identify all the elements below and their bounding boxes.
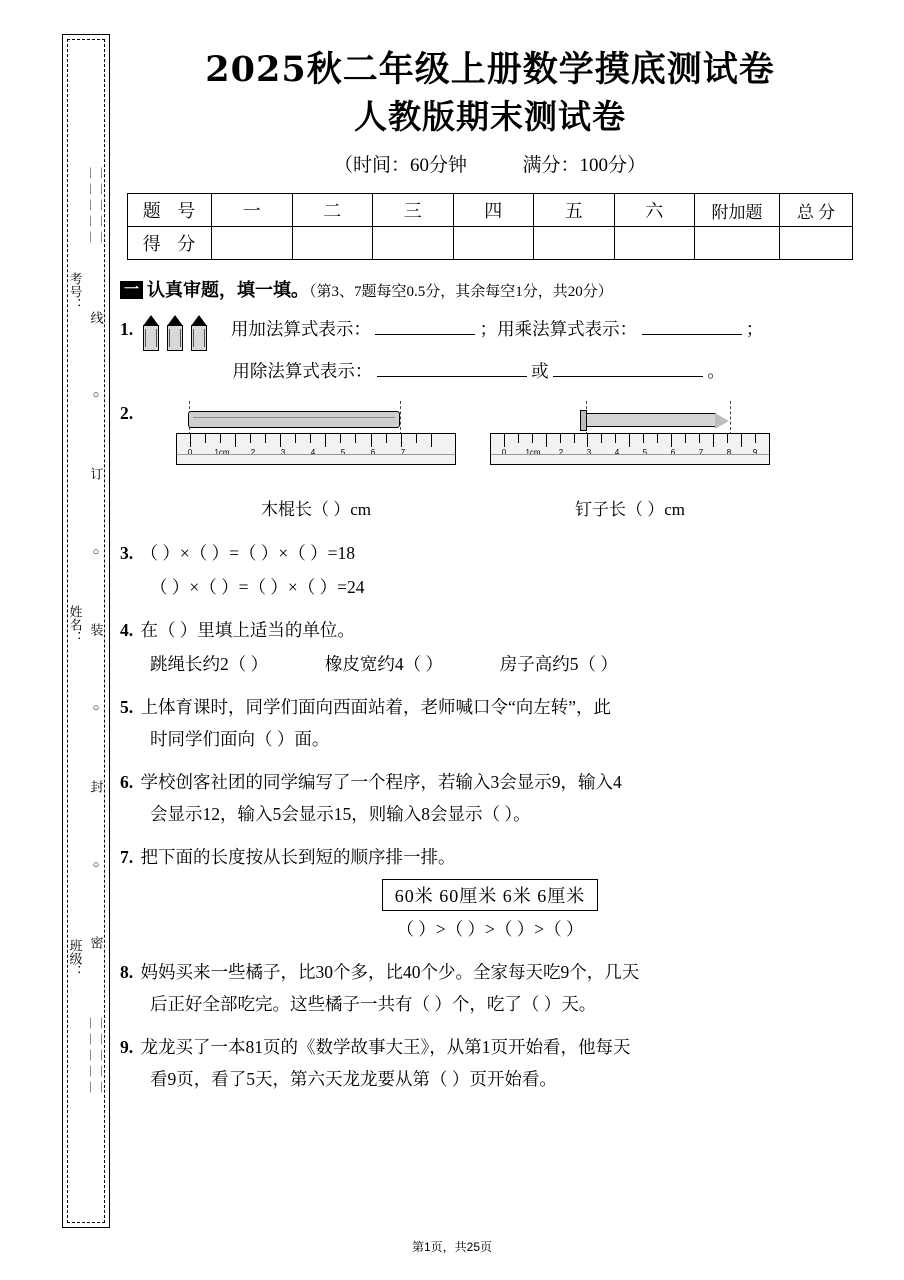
question-5-number: 5. (120, 697, 134, 717)
seal-char-1: 订 (88, 467, 104, 481)
field-exam-no: 考号： (67, 272, 83, 312)
nail-icon (586, 413, 716, 427)
question-9-line1: 龙龙买了一本81页的《数学故事大王》，从第1页开始看，他每天 (140, 1037, 631, 1057)
seal-char-4: 密 (88, 936, 104, 950)
question-9-line2[interactable]: 看9页，看了5天，第六天龙龙要从第（ ）页开始看。 (150, 1069, 557, 1089)
question-6-line1: 学校创客社团的同学编写了一个程序，若输入3会显示9，输入4 (140, 772, 622, 792)
score-value-5[interactable] (614, 227, 695, 260)
seal-circle-2: ○ (92, 545, 100, 558)
ruler-right-label-8: 8 (726, 448, 732, 457)
score-col-0: 一 (212, 194, 293, 227)
exam-content (120, 40, 860, 1095)
question-8-number: 8. (120, 962, 134, 982)
ruler-left-label-5: 5 (340, 448, 346, 457)
score-col-7: 总 分 (780, 194, 853, 227)
question-8-line1: 妈妈买来一些橘子，比30个多，比40个少。全家每天吃9个，几天 (140, 962, 640, 982)
question-1-blank-3[interactable] (377, 376, 527, 377)
seal-char-3: 封 (88, 779, 104, 793)
section-heading (120, 276, 860, 302)
score-table (127, 193, 853, 260)
question-3-line1[interactable]: （ ）×（ ）=（ ）×（ ）=18 (140, 543, 355, 563)
question-4-item-b[interactable]: 橡皮宽约4（ ） (324, 654, 443, 674)
question-7-answer-line[interactable]: （ ）>（ ）>（ ）>（ ） (396, 919, 584, 939)
ruler-right-label-2: 2 (558, 448, 564, 457)
section-title: 认真审题，填一填。 (147, 280, 310, 300)
seal-circle-3: ○ (92, 702, 100, 715)
score-value-4[interactable] (534, 227, 615, 260)
score-value-3[interactable] (453, 227, 534, 260)
question-2-figures (120, 433, 860, 533)
section-marker: 一 (120, 281, 143, 299)
score-value-0[interactable] (212, 227, 293, 260)
question-1-number: 1. (120, 319, 134, 339)
question-8 (120, 956, 860, 988)
question-2-caption-left: 木棍长（ ）cm (260, 500, 372, 519)
score-value-6[interactable] (695, 227, 780, 260)
ruler-left-label-1: 1cm (214, 448, 230, 457)
question-4-item-c[interactable]: 房子高约5（ ） (499, 654, 618, 674)
student-fields (65, 125, 85, 1125)
seal-dash-bottom: ｜｜｜｜｜｜｜｜｜｜ (85, 1017, 107, 1094)
page-title-line2: 人教版期末测试卷 (354, 97, 626, 136)
score-row-label-2: 得 分 (128, 227, 212, 260)
score-row-label-1: 题 号 (128, 194, 212, 227)
score-col-3: 四 (453, 194, 534, 227)
question-4-line2-row (120, 648, 860, 680)
question-3-line2[interactable]: （ ）×（ ）=（ ）×（ ）=24 (150, 577, 365, 597)
ruler-right-label-3: 3 (586, 448, 592, 457)
question-2-caption-right: 钉子长（ ）cm (574, 500, 686, 519)
question-7-box-row (120, 879, 860, 911)
question-2-number: 2. (120, 403, 134, 423)
stick-ruler-figure (176, 433, 456, 519)
exam-full-score: 满分：100分） (522, 155, 647, 176)
seal-dash-top: ｜｜｜｜｜｜｜｜｜｜ (85, 168, 107, 244)
question-7-length-box: 60米 60厘米 6米 6厘米 (382, 879, 599, 911)
question-4-number: 4. (120, 620, 134, 640)
question-8-line2-row (120, 988, 860, 1020)
question-1-line2-a: 用除法算式表示： (232, 361, 373, 381)
question-7-line1: 把下面的长度按从长到短的顺序排一排。 (140, 847, 456, 867)
score-col-1: 二 (292, 194, 373, 227)
ruler-right-label-1: 1cm (525, 448, 541, 457)
question-1-blank-1[interactable] (375, 334, 475, 335)
question-1-line2 (120, 355, 860, 387)
score-value-2[interactable] (373, 227, 454, 260)
ruler-right-label-5: 5 (642, 448, 648, 457)
ruler-left-label-4: 4 (310, 448, 316, 457)
question-1-blank-4[interactable] (553, 376, 703, 377)
question-6-line2-row (120, 798, 860, 830)
question-5 (120, 691, 860, 723)
seal-char-0: 线 (88, 310, 104, 324)
question-9-number: 9. (120, 1037, 134, 1057)
question-7-number: 7. (120, 847, 134, 867)
field-class: 班级： (67, 938, 83, 978)
question-5-line1: 上体育课时，同学们面向西面站着，老师喊口令“向左转”，此 (140, 697, 612, 717)
question-1-blank-2[interactable] (642, 334, 742, 335)
nail-ruler-figure (490, 433, 770, 519)
score-table-header-row (128, 194, 853, 227)
seal-column (85, 165, 107, 1095)
question-5-line2[interactable]: 时同学们面向（ ）面。 (150, 729, 330, 749)
question-4-item-a[interactable]: 跳绳长约2（ ） (150, 654, 269, 674)
ruler-left-label-3: 3 (280, 448, 286, 457)
question-5-line2-row (120, 723, 860, 755)
ruler-left (176, 433, 456, 465)
question-1 (120, 313, 860, 353)
question-9-line2-row (120, 1063, 860, 1095)
question-4-line1: 在（ ）里填上适当的单位。 (140, 620, 355, 640)
score-value-7[interactable] (780, 227, 853, 260)
question-1-line1-a: 用加法算式表示： (230, 319, 371, 339)
question-6 (120, 766, 860, 798)
score-col-2: 三 (373, 194, 454, 227)
ruler-left-label-6: 6 (370, 448, 376, 457)
question-9 (120, 1031, 860, 1063)
question-3-line2-row (120, 571, 860, 603)
ruler-left-label-0: 0 (187, 448, 193, 457)
question-7 (120, 841, 860, 873)
score-table-value-row (128, 227, 853, 260)
question-3 (120, 537, 860, 569)
seal-circle-1: ○ (92, 389, 100, 402)
wooden-stick-icon (188, 411, 400, 428)
question-1-line2-b: 或 (531, 361, 549, 381)
binding-strip (62, 34, 110, 1228)
ruler-right (490, 433, 770, 465)
ruler-left-label-2: 2 (250, 448, 256, 457)
exam-subtitle (120, 150, 860, 177)
three-pencils-icon (141, 313, 225, 353)
ruler-right-label-9: 9 (752, 448, 758, 457)
ruler-right-label-0: 0 (501, 448, 507, 457)
ruler-right-label-4: 4 (614, 448, 620, 457)
page-title-line1: 2025秋二年级上册数学摸底测试卷 (205, 49, 775, 90)
seal-char-2: 装 (88, 623, 104, 637)
question-3-number: 3. (120, 543, 134, 563)
question-1-line1-c: ； (745, 319, 764, 339)
question-6-line2[interactable]: 会显示12，输入5会显示15，则输入8会显示（ ）。 (150, 804, 531, 824)
score-col-5: 六 (614, 194, 695, 227)
score-value-1[interactable] (292, 227, 373, 260)
section-note: （第3、7题每空0.5分，其余每空1分，共20分） (309, 284, 613, 300)
ruler-left-label-7: 7 (400, 448, 406, 457)
ruler-right-label-6: 6 (670, 448, 676, 457)
score-col-4: 五 (534, 194, 615, 227)
exam-duration: （时间：60分钟 (333, 155, 467, 176)
score-col-6: 附加题 (695, 194, 780, 227)
seal-circle-4: ○ (92, 858, 100, 871)
question-8-line2[interactable]: 后正好全部吃完。这些橘子一共有（ ）个，吃了（ ）天。 (150, 994, 597, 1014)
ruler-right-label-7: 7 (698, 448, 704, 457)
question-1-line2-c: 。 (707, 361, 725, 381)
question-6-number: 6. (120, 772, 134, 792)
question-4 (120, 614, 860, 646)
question-1-line1-b: ；用乘法算式表示： (479, 319, 638, 339)
question-7-answer-row (120, 913, 860, 945)
field-name: 姓名： (67, 605, 83, 645)
page-footer: 第1页，共25页 (411, 1240, 493, 1254)
